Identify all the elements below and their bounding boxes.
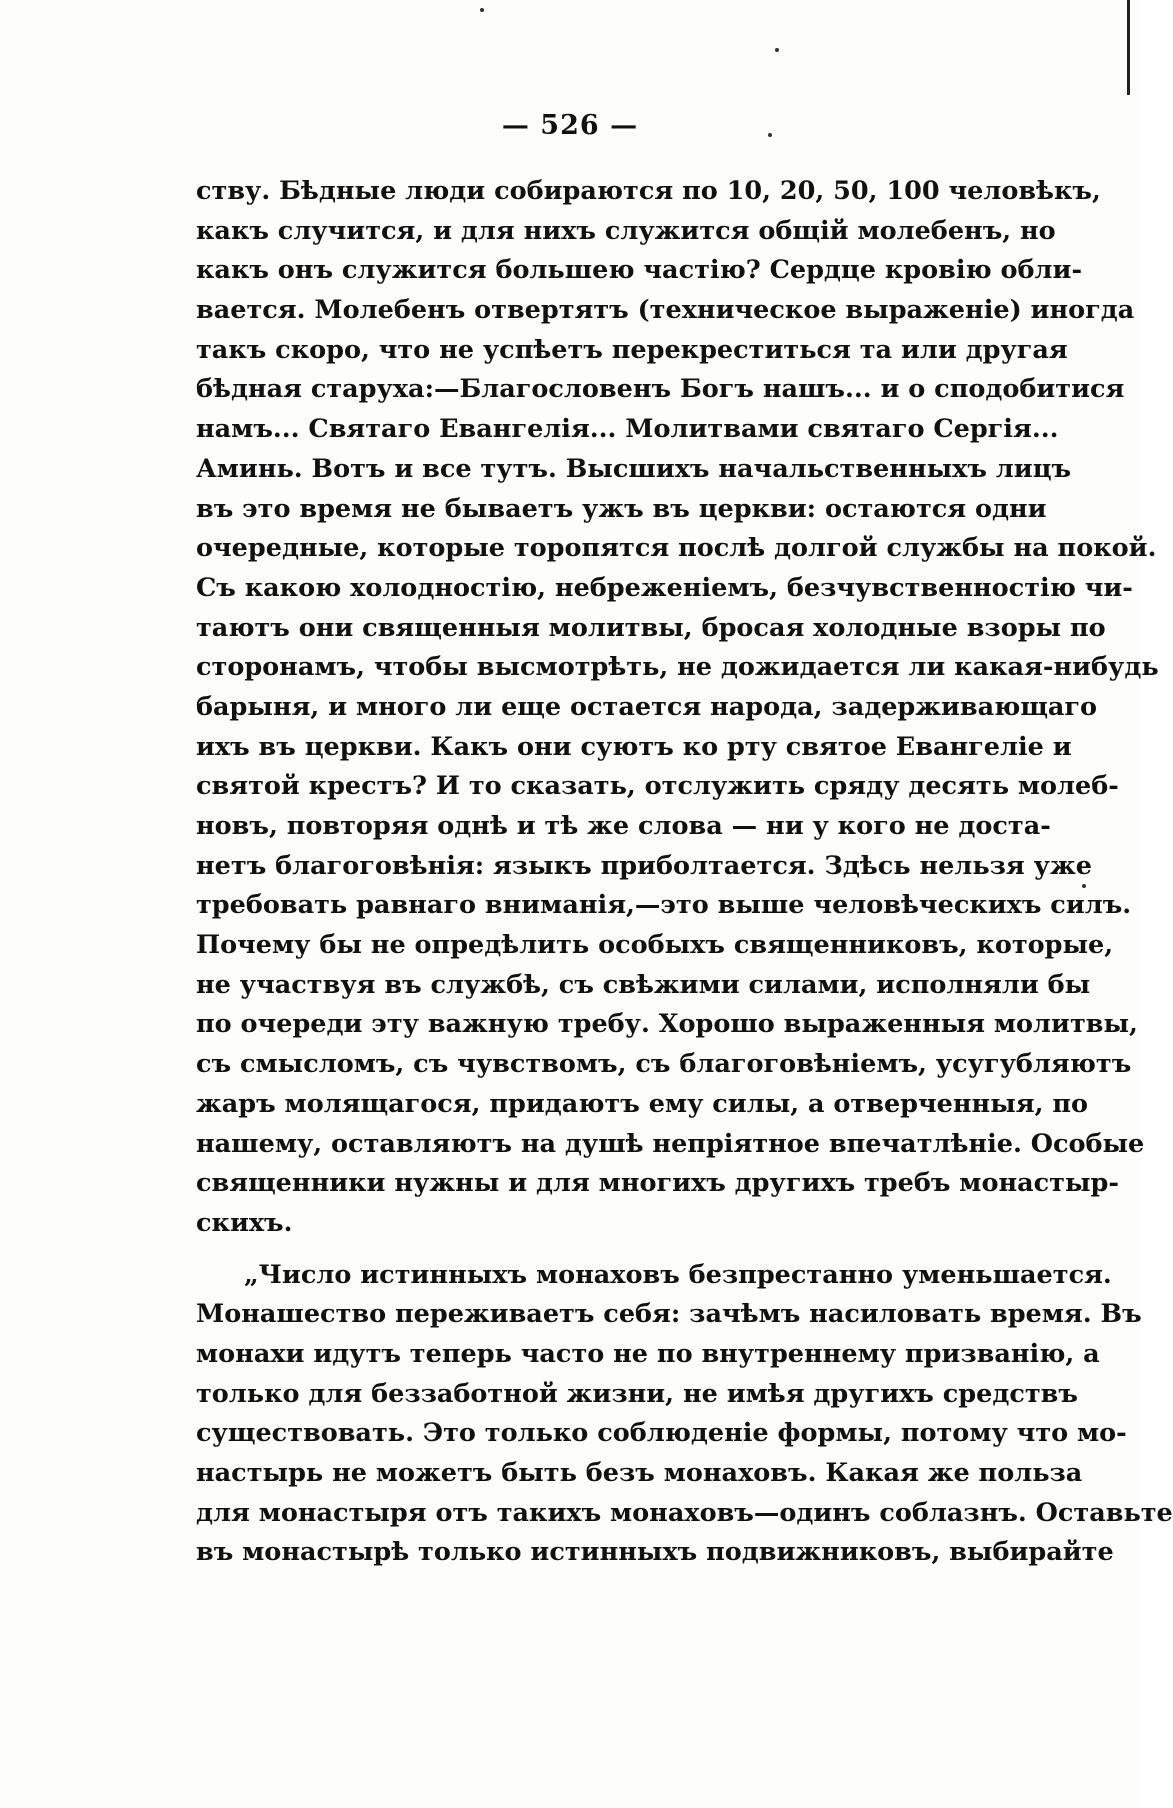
paragraph-2 bbox=[196, 1256, 1173, 1574]
scan-speck bbox=[480, 8, 484, 12]
text-line: намъ... Святаго Евангелія... Молитвами святаго Сергія... bbox=[196, 414, 1059, 445]
text-line: по очереди эту важную требу. Хорошо выраженныя молитвы, bbox=[196, 1009, 1138, 1040]
scan-speck bbox=[1082, 884, 1086, 888]
text-line: такъ скоро, что не успѣетъ перекреститься та или другая bbox=[196, 334, 1068, 365]
page-number: — 526 — bbox=[501, 110, 639, 141]
text-line: нашему, оставляютъ на душѣ непріятное впечатлѣніе. Особые bbox=[196, 1128, 1145, 1159]
text-line: въ это время не бываетъ ужъ въ церкви: остаются одни bbox=[196, 493, 1047, 524]
text-line: сторонамъ, чтобы высмотрѣть, не дожидается ли какая-нибудь bbox=[196, 652, 1159, 683]
text-line: святой крестъ? И то сказать, отслужить сряду десять молеб- bbox=[196, 771, 1119, 802]
text-line: съ смысломъ, съ чувствомъ, съ благоговѣніемъ, усугубляютъ bbox=[196, 1049, 1132, 1080]
text-line: какъ онъ служится большею частію? Сердце кровію обли- bbox=[196, 255, 1083, 286]
text-line: требовать равнаго вниманія,—это выше человѣческихъ силъ. bbox=[196, 890, 1132, 921]
text-line: Почему бы не опредѣлить особыхъ священниковъ, которые, bbox=[196, 930, 1114, 961]
text-line: скихъ. bbox=[196, 1207, 293, 1238]
text-line: настырь не можетъ быть безъ монаховъ. Какая же польза bbox=[196, 1458, 1083, 1488]
text-line: бѣдная старуха:—Благословенъ Богъ нашъ... и о сподобитися bbox=[196, 374, 1125, 405]
text-line: только для беззаботной жизни, не имѣя другихъ средствъ bbox=[196, 1378, 1078, 1409]
text-line: Съ какою холодностію, небреженіемъ, безчувственностію чи- bbox=[196, 572, 1133, 603]
text-line: нетъ благоговѣнія: языкъ приболтается. Здѣсь нельзя уже bbox=[196, 850, 1092, 881]
text-line: ству. Бѣдные люди собираются по 10, 20, 50, 100 человѣкъ, bbox=[196, 176, 1101, 206]
text-line: таютъ они священныя молитвы, бросая холодные взоры по bbox=[196, 612, 1106, 643]
text-line: новъ, повторяя однѣ и тѣ же слова — ни у кого не доста- bbox=[196, 811, 1051, 841]
body-text bbox=[196, 172, 1173, 1573]
text-line: для монастыря отъ такихъ монаховъ—одинъ соблазнъ. Оставьте bbox=[196, 1497, 1173, 1528]
paragraph-1 bbox=[196, 172, 1159, 1244]
text-line: вается. Молебенъ отвертятъ (техническое выраженіе) иногда bbox=[196, 295, 1135, 326]
text-line: жаръ молящагося, придаютъ ему силы, а отверченныя, по bbox=[196, 1088, 1089, 1119]
text-line: монахи идутъ теперь часто не по внутреннему призванію, а bbox=[196, 1338, 1100, 1369]
text-line: какъ случится, и для нихъ служится общій молебенъ, но bbox=[196, 215, 1056, 246]
text-line: ихъ въ церкви. Какъ они суютъ ко рту святое Евангеліе и bbox=[196, 731, 1072, 762]
text-line: существовать. Это только соблюденіе формы, потому что мо- bbox=[196, 1418, 1127, 1449]
scan-speck bbox=[775, 48, 779, 52]
text-line: Аминь. Вотъ и все тутъ. Высшихъ начальственныхъ лицъ bbox=[196, 453, 1072, 484]
page-edge-shadow bbox=[1127, 0, 1130, 95]
text-line: священники нужны и для многихъ другихъ требъ монастыр- bbox=[196, 1168, 1119, 1199]
text-line: очередные, которые торопятся послѣ долгой службы на покой. bbox=[196, 533, 1157, 564]
text-line: Монашество переживаетъ себя: зачѣмъ насиловать время. Въ bbox=[196, 1299, 1142, 1330]
text-line: „Число истинныхъ монаховъ безпрестанно уменьшается. bbox=[244, 1259, 1112, 1290]
text-line: не участвуя въ службѣ, съ свѣжими силами, исполняли бы bbox=[196, 969, 1091, 1000]
text-line: въ монастырѣ только истинныхъ подвижниковъ, выбирайте bbox=[196, 1537, 1114, 1568]
paragraph-gap bbox=[196, 1244, 1026, 1256]
text-line: барыня, и много ли еще остается народа, задерживающаго bbox=[196, 691, 1098, 722]
